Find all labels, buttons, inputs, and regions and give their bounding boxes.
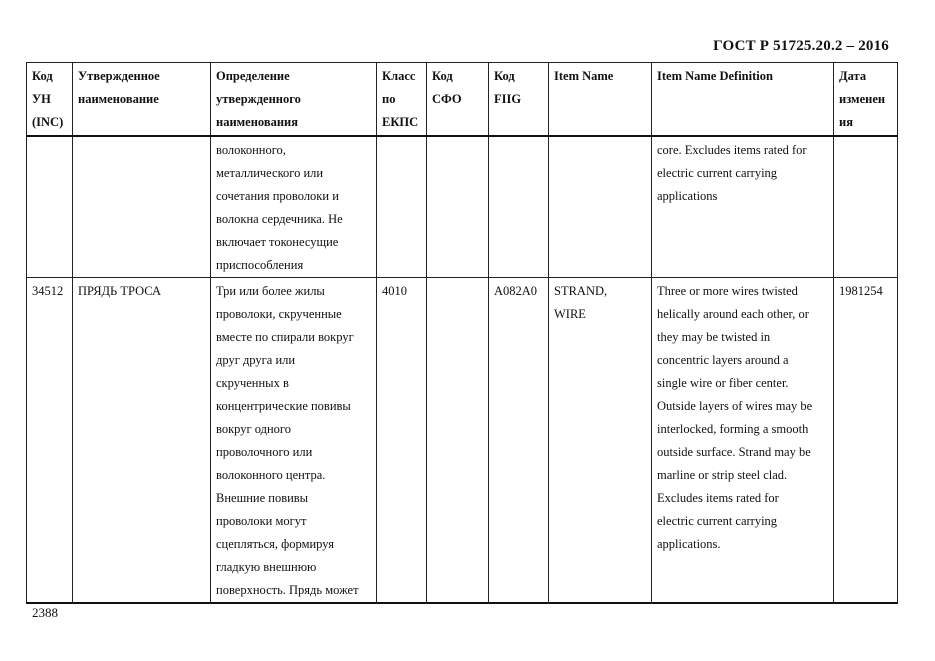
cell-approved-name: [73, 136, 211, 278]
cell-inc: 34512: [27, 277, 73, 603]
cell-item-name: [549, 136, 652, 278]
nomenclature-table: [26, 62, 898, 604]
header-item-name-definition: Item Name Definition: [652, 63, 834, 136]
cell-sfo-code: [427, 136, 489, 278]
header-change-date: Дата изменен ия: [834, 63, 898, 136]
header-inc-code: Код УН (INC): [27, 63, 73, 136]
header-sfo-code: Код СФО: [427, 63, 489, 136]
cell-definition-ru: волоконного, металлического или сочетания проволоки и волокна сердечника. Не включает токонесущие приспособления: [211, 136, 377, 278]
page-number: 2388: [32, 605, 58, 620]
cell-ekps-class: [377, 136, 427, 278]
cell-fiig-code: A082A0: [489, 277, 549, 603]
cell-definition-en: Three or more wires twisted helically around each other, or they may be twisted in concentric layers around a single wire or fiber center. Outside layers of wires may be interlocked, forming a smooth outside surface. Strand may be marline or strip steel clad. Excludes items rated for electric current carrying applications.: [652, 277, 834, 603]
cell-item-name: STRAND, WIRE: [549, 277, 652, 603]
cell-change-date: 1981254: [834, 277, 898, 603]
cell-definition-en: core. Excludes items rated for electric current carrying applications: [652, 136, 834, 278]
cell-inc: [27, 136, 73, 278]
header-ekps-class: Класс по ЕКПС: [377, 63, 427, 136]
cell-change-date: [834, 136, 898, 278]
cell-ekps-class: 4010: [377, 277, 427, 603]
table-header-row: [27, 63, 898, 136]
header-item-name: Item Name: [549, 63, 652, 136]
cell-approved-name: ПРЯДЬ ТРОСА: [73, 277, 211, 603]
standard-designation: ГОСТ Р 51725.20.2 – 2016: [713, 38, 889, 54]
header-fiig-code: Код FIIG: [489, 63, 549, 136]
cell-definition-ru: Три или более жилы проволоки, скрученные вместе по спирали вокруг друг друга или скрученных в концентрические повивы вокруг одного проволочного или волоконного центра. Внешние повивы проволоки могут сцепляться, формируя гладкую внешнюю поверхность. Прядь может: [211, 277, 377, 603]
header-definition-ru: Определение утвержденного наименования: [211, 63, 377, 136]
table-row: [27, 277, 898, 603]
table-row: [27, 136, 898, 278]
cell-sfo-code: [427, 277, 489, 603]
cell-fiig-code: [489, 136, 549, 278]
header-approved-name: Утвержденное наименование: [73, 63, 211, 136]
